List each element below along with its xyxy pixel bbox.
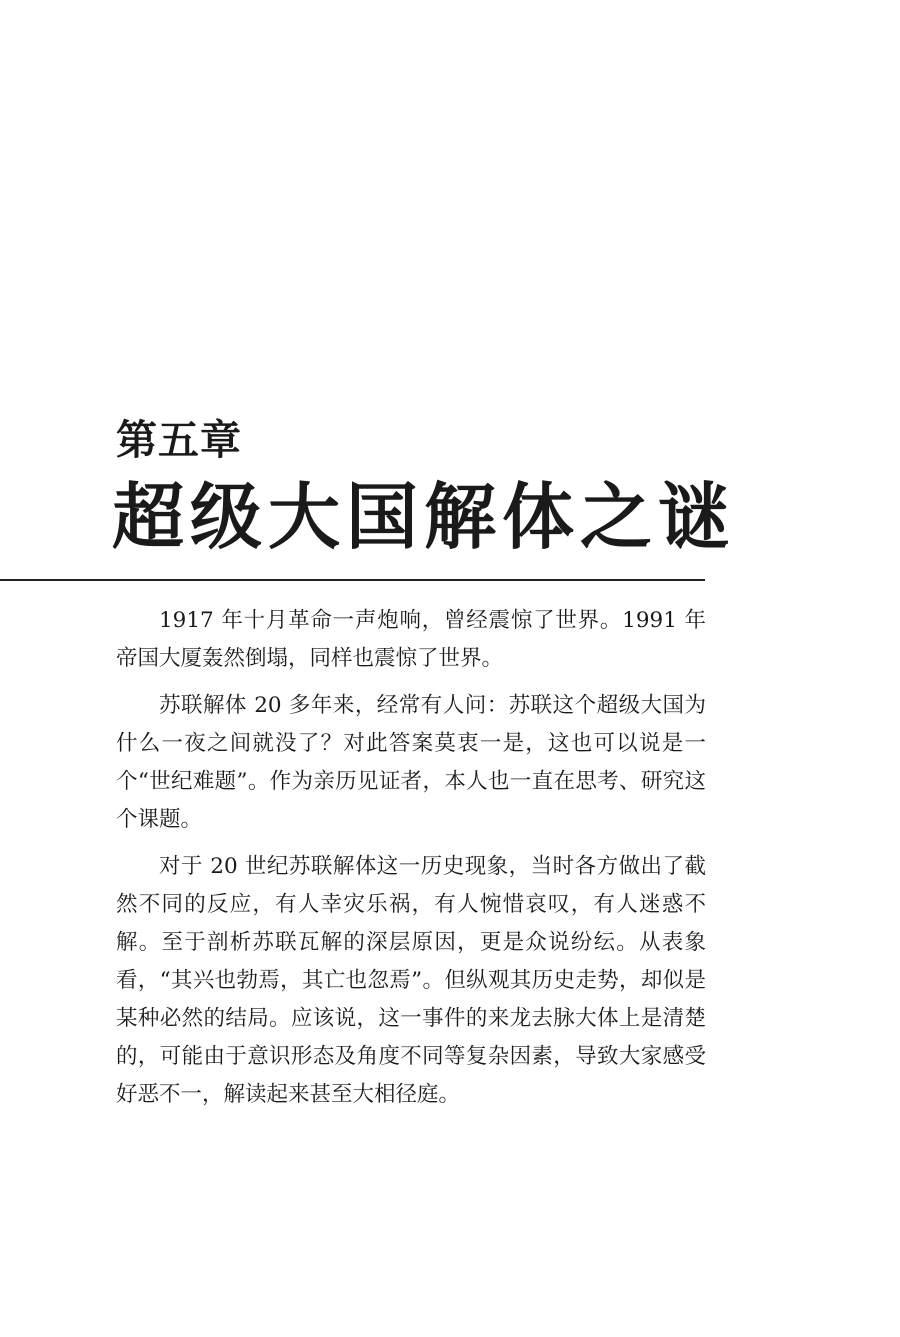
paragraph-3: 对于 20 世纪苏联解体这一历史现象，当时各方做出了截然不同的反应，有人幸灾乐祸，有人惋惜哀叹，有人迷惑不解。至于剖析苏联瓦解的深层原因，更是众说纷纭。从表象看，“其兴也勃焉，其亡也忽焉”。但纵观其历史走势，却似是某种必然的结局。应该说，这一事件的来龙去脉大体上是清楚的，可能由于意识形态及角度不同等复杂因素，导致大家感受好恶不一，解读起来甚至大相径庭。 [116,854,706,1107]
chapter-number: 第五章 [116,416,242,464]
chapter-divider [0,579,705,581]
chapter-title: 超级大国解体之谜 [112,474,737,559]
paragraph-1: 1917 年十月革命一声炮响，曾经震惊了世界。1991 年帝国大厦轰然倒塌，同样也震惊了世界。 [116,608,706,671]
paragraph-2: 苏联解体 20 多年来，经常有人问：苏联这个超级大国为什么一夜之间就没了？对此答案莫衷一是，这也可以说是一个“世纪难题”。作为亲历见证者，本人也一直在思考、研究这个课题。 [116,693,706,832]
body-text [116,602,706,1123]
